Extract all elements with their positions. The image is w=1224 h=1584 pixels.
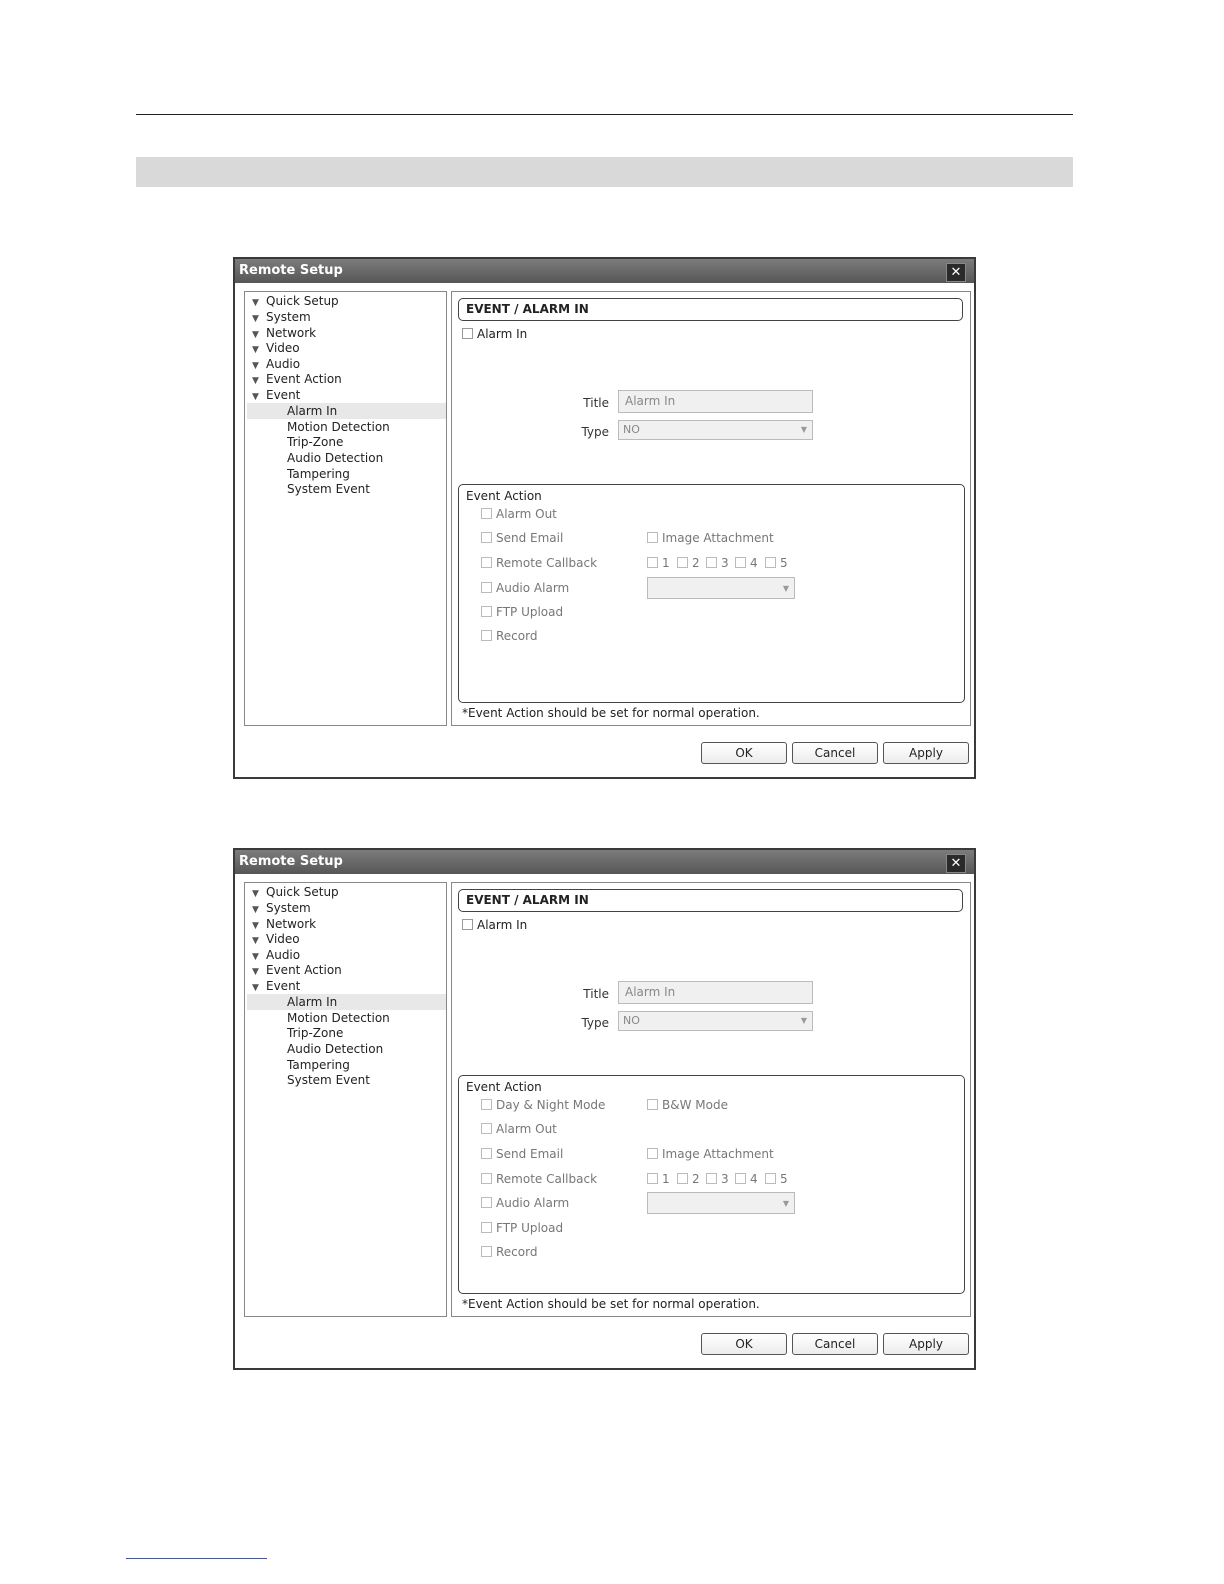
tree-item-system[interactable]: ▼ System: [252, 900, 311, 916]
close-icon[interactable]: ✕: [946, 854, 966, 873]
tree-item-trip-zone[interactable]: Trip-Zone: [287, 1026, 344, 1040]
callback-2-checkbox[interactable]: 2: [677, 1172, 700, 1186]
callback-5-checkbox[interactable]: 5: [765, 1172, 788, 1186]
apply-button[interactable]: Apply: [883, 742, 969, 764]
callback-3-checkbox[interactable]: 3: [706, 556, 729, 570]
page-top-rule: [136, 114, 1073, 115]
expand-arrow-icon: ▼: [252, 376, 259, 386]
tree-item-audio-detection[interactable]: Audio Detection: [287, 1042, 384, 1056]
expand-arrow-icon: ▼: [252, 330, 259, 340]
event-action-title: Event Action: [466, 1080, 542, 1094]
type-select[interactable]: NO ▼: [618, 1011, 813, 1031]
record-checkbox[interactable]: Record: [481, 1245, 537, 1259]
ftp-upload-checkbox[interactable]: FTP Upload: [481, 605, 563, 619]
audio-alarm-checkbox[interactable]: Audio Alarm: [481, 581, 569, 595]
alarm-out-checkbox[interactable]: Alarm Out: [481, 1122, 557, 1136]
callback-1-checkbox[interactable]: 1: [647, 1172, 670, 1186]
ftp-upload-checkbox[interactable]: FTP Upload: [481, 1221, 563, 1235]
title-input[interactable]: Alarm In: [618, 390, 813, 413]
alarm-in-panel: [451, 882, 971, 1317]
tree-item-motion-detection[interactable]: Motion Detection: [287, 420, 390, 434]
type-label: Type: [581, 425, 609, 439]
alarm-in-checkbox[interactable]: Alarm In: [462, 327, 527, 341]
expand-arrow-icon: ▼: [252, 952, 259, 962]
tree-item-audio[interactable]: ▼ Audio: [252, 356, 300, 372]
callback-2-checkbox[interactable]: 2: [677, 556, 700, 570]
tree-item-alarm-in[interactable]: Alarm In: [247, 403, 446, 419]
event-action-note: *Event Action should be set for normal operation.: [462, 706, 760, 720]
tree-item-trip-zone[interactable]: Trip-Zone: [287, 435, 344, 449]
tree-item-tampering[interactable]: Tampering: [287, 467, 350, 481]
event-action-title: Event Action: [466, 489, 542, 503]
tree-item-video[interactable]: ▼ Video: [252, 340, 300, 356]
event-action-note: *Event Action should be set for normal operation.: [462, 1297, 760, 1311]
dialog-titlebar[interactable]: [235, 259, 974, 283]
tree-item-quick-setup[interactable]: ▼ Quick Setup: [252, 884, 339, 900]
expand-arrow-icon: ▼: [252, 314, 259, 324]
alarm-out-checkbox[interactable]: Alarm Out: [481, 507, 557, 521]
tree-item-system-event[interactable]: System Event: [287, 1073, 370, 1087]
day-night-mode-checkbox[interactable]: Day & Night Mode: [481, 1098, 605, 1112]
tree-item-audio[interactable]: ▼ Audio: [252, 947, 300, 963]
expand-arrow-icon: ▼: [252, 889, 259, 899]
event-action-group: [458, 1075, 965, 1294]
expand-arrow-icon: ▼: [252, 936, 259, 946]
remote-callback-checkbox[interactable]: Remote Callback: [481, 1172, 597, 1186]
tree-item-tampering[interactable]: Tampering: [287, 1058, 350, 1072]
expand-arrow-icon: ▼: [252, 361, 259, 371]
send-email-checkbox[interactable]: Send Email: [481, 1147, 563, 1161]
tree-item-system-event[interactable]: System Event: [287, 482, 370, 496]
title-label: Title: [583, 987, 609, 1001]
type-select[interactable]: NO ▼: [618, 420, 813, 440]
tree-item-network[interactable]: ▼ Network: [252, 325, 316, 341]
remote-setup-dialog: [233, 257, 976, 779]
ok-button[interactable]: OK: [701, 1333, 787, 1355]
tree-item-event[interactable]: ▼ Event: [252, 978, 300, 994]
remote-setup-dialog: [233, 848, 976, 1370]
image-attachment-checkbox[interactable]: Image Attachment: [647, 531, 774, 545]
tree-item-motion-detection[interactable]: Motion Detection: [287, 1011, 390, 1025]
callback-3-checkbox[interactable]: 3: [706, 1172, 729, 1186]
panel-header: EVENT / ALARM IN: [458, 298, 963, 321]
chevron-down-icon: ▼: [800, 425, 807, 434]
image-attachment-checkbox[interactable]: Image Attachment: [647, 1147, 774, 1161]
chevron-down-icon: ▼: [782, 1199, 789, 1208]
expand-arrow-icon: ▼: [252, 905, 259, 915]
dialog-title: Remote Setup: [239, 263, 343, 278]
checkbox-box[interactable]: [462, 328, 473, 339]
audio-alarm-checkbox[interactable]: Audio Alarm: [481, 1196, 569, 1210]
cancel-button[interactable]: Cancel: [792, 1333, 878, 1355]
callback-1-checkbox[interactable]: 1: [647, 556, 670, 570]
callback-5-checkbox[interactable]: 5: [765, 556, 788, 570]
audio-alarm-select[interactable]: [647, 577, 795, 599]
tree-item-alarm-in[interactable]: Alarm In: [247, 994, 446, 1010]
callback-4-checkbox[interactable]: 4: [735, 1172, 758, 1186]
tree-item-network[interactable]: ▼ Network: [252, 916, 316, 932]
section-heading-band: [136, 157, 1073, 187]
alarm-in-panel: [451, 291, 971, 726]
record-checkbox[interactable]: Record: [481, 629, 537, 643]
tree-item-event-action[interactable]: ▼ Event Action: [252, 962, 342, 978]
checkbox-box[interactable]: [462, 919, 473, 930]
tree-item-event-action[interactable]: ▼ Event Action: [252, 371, 342, 387]
ok-button[interactable]: OK: [701, 742, 787, 764]
expand-arrow-icon: ▼: [252, 983, 259, 993]
expand-arrow-icon: ▼: [252, 921, 259, 931]
tree-item-system[interactable]: ▼ System: [252, 309, 311, 325]
tree-item-audio-detection[interactable]: Audio Detection: [287, 451, 384, 465]
dialog-title: Remote Setup: [239, 854, 343, 869]
expand-arrow-icon: ▼: [252, 392, 259, 402]
bw-mode-checkbox[interactable]: B&W Mode: [647, 1098, 728, 1112]
tree-item-video[interactable]: ▼ Video: [252, 931, 300, 947]
alarm-in-checkbox[interactable]: Alarm In: [462, 918, 527, 932]
chevron-down-icon: ▼: [782, 584, 789, 593]
chevron-down-icon: ▼: [800, 1016, 807, 1025]
remote-callback-checkbox[interactable]: Remote Callback: [481, 556, 597, 570]
panel-header: EVENT / ALARM IN: [458, 889, 963, 912]
send-email-checkbox[interactable]: Send Email: [481, 531, 563, 545]
expand-arrow-icon: ▼: [252, 967, 259, 977]
cancel-button[interactable]: Cancel: [792, 742, 878, 764]
title-label: Title: [583, 396, 609, 410]
apply-button[interactable]: Apply: [883, 1333, 969, 1355]
tree-item-event[interactable]: ▼ Event: [252, 387, 300, 403]
title-input[interactable]: Alarm In: [618, 981, 813, 1004]
setup-tree: [244, 882, 447, 1317]
close-icon[interactable]: ✕: [946, 263, 966, 282]
event-action-group: [458, 484, 965, 703]
expand-arrow-icon: ▼: [252, 345, 259, 355]
type-label: Type: [581, 1016, 609, 1030]
callback-4-checkbox[interactable]: 4: [735, 556, 758, 570]
audio-alarm-select[interactable]: [647, 1192, 795, 1214]
expand-arrow-icon: ▼: [252, 298, 259, 308]
dialog-titlebar[interactable]: [235, 850, 974, 874]
tree-item-quick-setup[interactable]: ▼ Quick Setup: [252, 293, 339, 309]
setup-tree: [244, 291, 447, 726]
footer-link-underline[interactable]: [126, 1558, 267, 1559]
